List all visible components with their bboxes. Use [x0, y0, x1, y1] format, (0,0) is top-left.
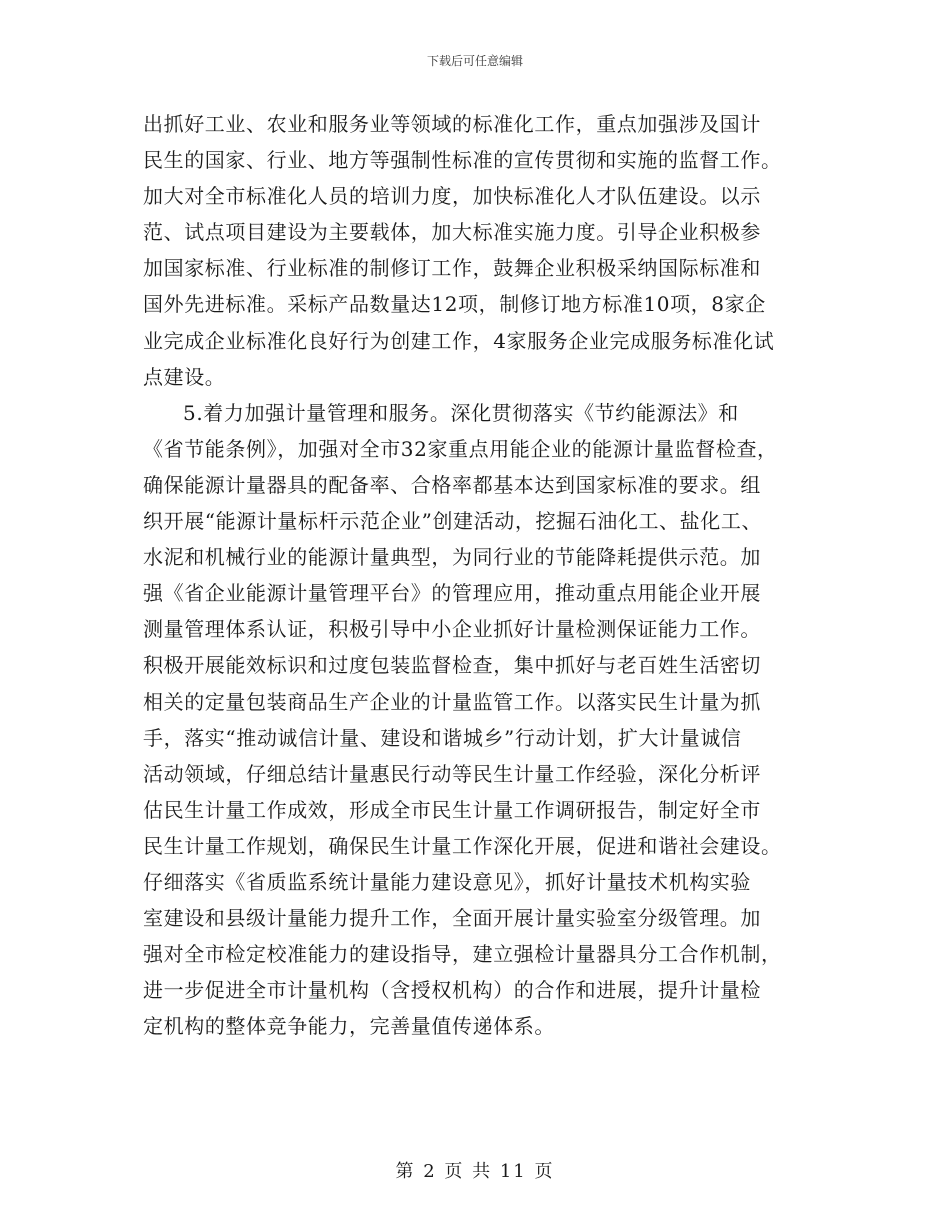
- text-line: 测量管理体系认证，积极引导中小企业抓好计量检测保证能力工作。: [143, 617, 761, 642]
- text-line: 定机构的整体竞争能力，完善量值传递体系。: [143, 1014, 555, 1039]
- text-line: 出抓好工业、农业和服务业等领域的标准化工作，重点加强涉及国计: [143, 112, 761, 136]
- text-line: 《省节能条例》，加强对全市32家重点用能企业的能源计量监督检查，: [143, 436, 778, 461]
- page-footer: 第 2 页 共 11 页: [395, 1161, 555, 1182]
- text-line: 确保能源计量器具的配备率、合格率都基本达到国家标准的要求。组: [143, 472, 761, 497]
- text-line: 进一步促进全市计量机构（含授权机构）的合作和进展，提升计量检: [143, 978, 761, 1003]
- text-line: 织开展“能源计量标杆示范企业”创建活动，挖掘石油化工、盐化工、: [143, 509, 763, 534]
- text-line: 强《省企业能源计量管理平台》的管理应用，推动重点用能企业开展: [143, 581, 761, 606]
- text-line: 仔细落实《省质监系统计量能力建设意见》，抓好计量技术机构实验: [143, 869, 751, 894]
- text-line: 点建设。: [143, 364, 226, 389]
- page-header: 下载后可任意编辑: [426, 54, 523, 68]
- text-line: 估民生计量工作成效，形成全市民生计量工作调研报告，制定好全市: [143, 797, 761, 822]
- text-line: 国外先进标准。采标产品数量达12项，制修订地方标准10项，8家企: [143, 292, 766, 317]
- text-line: 水泥和机械行业的能源计量典型，为同行业的节能降耗提供示范。加: [143, 545, 761, 570]
- text-line: 民生计量工作规划，确保民生计量工作深化开展，促进和谐社会建设。: [143, 833, 782, 858]
- text-line: 强对全市检定校准能力的建设指导，建立强检计量器具分工合作机制，: [143, 942, 782, 967]
- text-line: 相关的定量包装商品生产企业的计量监管工作。以落实民生计量为抓: [143, 689, 761, 714]
- text-line: 5.着力加强计量管理和服务。深化贯彻落实《节约能源法》和: [183, 400, 739, 425]
- text-line: 范、试点项目建设为主要载体，加大标准实施力度。引导企业积极参: [143, 220, 761, 245]
- text-line: 积极开展能效标识和过度包装监督检查，集中抓好与老百姓生活密切: [143, 653, 761, 678]
- text-line: 加国家标准、行业标准的制修订工作，鼓舞企业积极采纳国际标准和: [143, 256, 761, 281]
- text-line: 业完成企业标准化良好行为创建工作，4家服务企业完成服务标准化试: [143, 328, 775, 353]
- text-line: 加大对全市标准化人员的培训力度，加快标准化人才队伍建设。以示: [143, 184, 761, 209]
- text-line: 室建设和县级计量能力提升工作，全面开展计量实验室分级管理。加: [143, 906, 761, 931]
- text-line: 手，落实“推动诚信计量、建设和谐城乡”行动计划，扩大计量诚信: [143, 725, 742, 750]
- text-line: 民生的国家、行业、地方等强制性标准的宣传贯彻和实施的监督工作。: [143, 148, 782, 173]
- document-body: [143, 106, 808, 1044]
- text-line: 活动领域，仔细总结计量惠民行动等民生计量工作经验，深化分析评: [143, 761, 761, 786]
